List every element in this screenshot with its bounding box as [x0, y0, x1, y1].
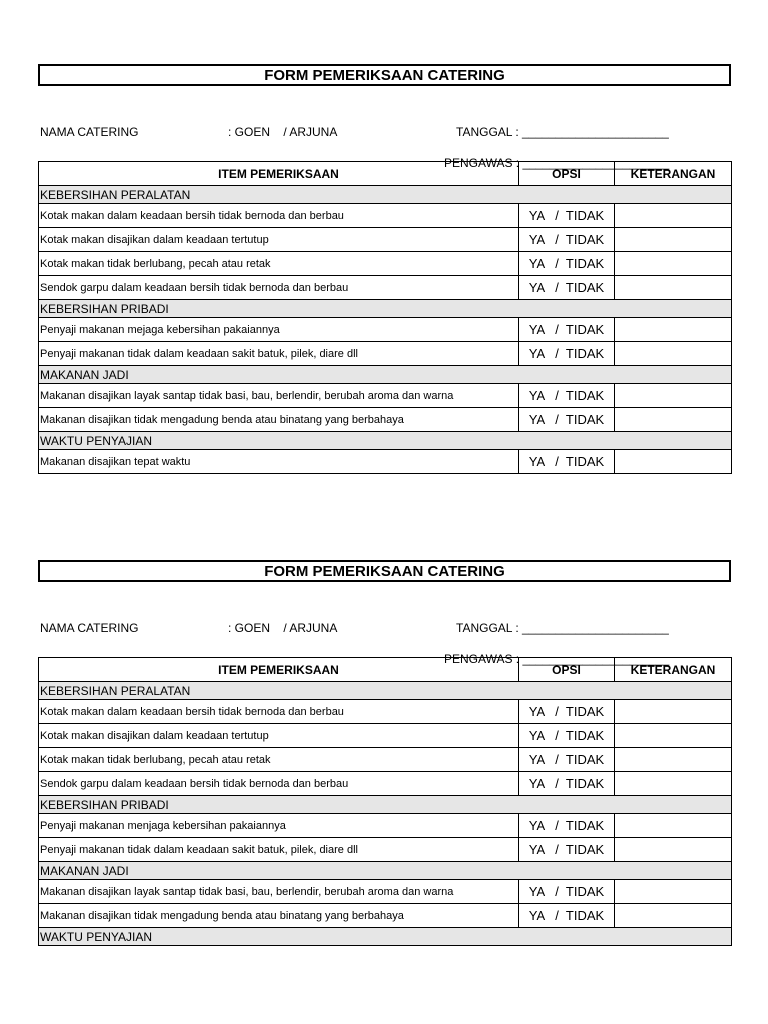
section-title: MAKANAN JADI — [39, 862, 732, 880]
form-title: FORM PEMERIKSAAN CATERING — [38, 64, 731, 86]
check-item-text: Kotak makan tidak berlubang, pecah atau retak — [39, 252, 519, 276]
inspection-form — [38, 64, 731, 474]
yes-no-option[interactable]: YA / TIDAK — [519, 228, 615, 252]
section-row — [39, 796, 732, 814]
yes-no-option[interactable]: YA / TIDAK — [519, 450, 615, 474]
section-row — [39, 366, 732, 384]
yes-no-option[interactable]: YA / TIDAK — [519, 700, 615, 724]
note-cell[interactable] — [615, 772, 732, 796]
check-item-text: Kotak makan dalam keadaan bersih tidak bernoda dan berbau — [39, 204, 519, 228]
table-row — [39, 318, 732, 342]
check-item-text: Kotak makan disajikan dalam keadaan tertutup — [39, 228, 519, 252]
inspection-form — [38, 560, 731, 946]
yes-no-option[interactable]: YA / TIDAK — [519, 276, 615, 300]
note-cell[interactable] — [615, 724, 732, 748]
section-row — [39, 682, 732, 700]
table-row — [39, 748, 732, 772]
check-item-text: Kotak makan disajikan dalam keadaan tertutup — [39, 724, 519, 748]
note-cell[interactable] — [615, 342, 732, 366]
yes-no-option[interactable]: YA / TIDAK — [519, 904, 615, 928]
note-cell[interactable] — [615, 252, 732, 276]
section-title: KEBERSIHAN PERALATAN — [39, 682, 732, 700]
inspection-table — [38, 161, 732, 474]
note-cell[interactable] — [615, 204, 732, 228]
yes-no-option[interactable]: YA / TIDAK — [519, 724, 615, 748]
check-item-text: Makanan disajikan tidak mengadung benda atau binatang yang berbahaya — [39, 408, 519, 432]
table-row — [39, 450, 732, 474]
check-item-text: Sendok garpu dalam keadaan bersih tidak bernoda dan berbau — [39, 772, 519, 796]
check-item-text: Penyaji makanan tidak dalam keadaan sakit batuk, pilek, diare dll — [39, 838, 519, 862]
supervisor-field[interactable]: PENGAWAS : ______________________ — [444, 652, 670, 666]
yes-no-option[interactable]: YA / TIDAK — [519, 318, 615, 342]
table-row — [39, 384, 732, 408]
note-cell[interactable] — [615, 838, 732, 862]
note-cell[interactable] — [615, 904, 732, 928]
section-row — [39, 432, 732, 450]
note-cell[interactable] — [615, 700, 732, 724]
note-cell[interactable] — [615, 880, 732, 904]
table-row — [39, 700, 732, 724]
yes-no-option[interactable]: YA / TIDAK — [519, 814, 615, 838]
inspection-table — [38, 657, 732, 946]
yes-no-option[interactable]: YA / TIDAK — [519, 252, 615, 276]
header-note: KETERANGAN — [615, 162, 732, 186]
yes-no-option[interactable]: YA / TIDAK — [519, 880, 615, 904]
table-row — [39, 252, 732, 276]
check-item-text: Penyaji makanan tidak dalam keadaan sakit batuk, pilek, diare dll — [39, 342, 519, 366]
form-meta — [38, 86, 731, 170]
section-title: KEBERSIHAN PRIBADI — [39, 796, 732, 814]
form-meta — [38, 582, 731, 666]
table-body — [39, 682, 732, 946]
check-item-text: Makanan disajikan tidak mengadung benda atau binatang yang berbahaya — [39, 904, 519, 928]
table-row — [39, 408, 732, 432]
form-title: FORM PEMERIKSAAN CATERING — [38, 560, 731, 582]
table-row — [39, 204, 732, 228]
catering-name-value: : GOEN / ARJUNA — [228, 125, 338, 139]
section-title: WAKTU PENYAJIAN — [39, 432, 732, 450]
date-field[interactable]: TANGGAL : ______________________ — [456, 125, 669, 139]
section-row — [39, 862, 732, 880]
table-row — [39, 838, 732, 862]
date-field[interactable]: TANGGAL : ______________________ — [456, 621, 669, 635]
section-title: KEBERSIHAN PERALATAN — [39, 186, 732, 204]
section-row — [39, 300, 732, 318]
check-item-text: Makanan disajikan layak santap tidak basi, bau, berlendir, berubah aroma dan warna — [39, 880, 519, 904]
catering-name-label: NAMA CATERING — [40, 621, 139, 635]
table-row — [39, 228, 732, 252]
note-cell[interactable] — [615, 814, 732, 838]
section-title: MAKANAN JADI — [39, 366, 732, 384]
section-row — [39, 186, 732, 204]
table-row — [39, 814, 732, 838]
yes-no-option[interactable]: YA / TIDAK — [519, 772, 615, 796]
note-cell[interactable] — [615, 748, 732, 772]
note-cell[interactable] — [615, 228, 732, 252]
catering-name-value: : GOEN / ARJUNA — [228, 621, 338, 635]
check-item-text: Sendok garpu dalam keadaan bersih tidak bernoda dan berbau — [39, 276, 519, 300]
header-option: OPSI — [519, 162, 615, 186]
yes-no-option[interactable]: YA / TIDAK — [519, 838, 615, 862]
yes-no-option[interactable]: YA / TIDAK — [519, 384, 615, 408]
header-item: ITEM PEMERIKSAAN — [39, 658, 519, 682]
yes-no-option[interactable]: YA / TIDAK — [519, 342, 615, 366]
table-row — [39, 342, 732, 366]
table-row — [39, 880, 732, 904]
header-note: KETERANGAN — [615, 658, 732, 682]
supervisor-field[interactable]: PENGAWAS : ______________________ — [444, 156, 670, 170]
section-title: KEBERSIHAN PRIBADI — [39, 300, 732, 318]
check-item-text: Kotak makan dalam keadaan bersih tidak bernoda dan berbau — [39, 700, 519, 724]
table-row — [39, 276, 732, 300]
section-row — [39, 928, 732, 946]
note-cell[interactable] — [615, 408, 732, 432]
check-item-text: Kotak makan tidak berlubang, pecah atau retak — [39, 748, 519, 772]
yes-no-option[interactable]: YA / TIDAK — [519, 748, 615, 772]
check-item-text: Penyaji makanan menjaga kebersihan pakaiannya — [39, 814, 519, 838]
table-body — [39, 186, 732, 474]
yes-no-option[interactable]: YA / TIDAK — [519, 204, 615, 228]
table-row — [39, 904, 732, 928]
note-cell[interactable] — [615, 276, 732, 300]
note-cell[interactable] — [615, 450, 732, 474]
check-item-text: Makanan disajikan layak santap tidak basi, bau, berlendir, berubah aroma dan warna — [39, 384, 519, 408]
header-item: ITEM PEMERIKSAAN — [39, 162, 519, 186]
section-title: WAKTU PENYAJIAN — [39, 928, 732, 946]
yes-no-option[interactable]: YA / TIDAK — [519, 408, 615, 432]
note-cell[interactable] — [615, 384, 732, 408]
catering-name-label: NAMA CATERING — [40, 125, 139, 139]
check-item-text: Penyaji makanan mejaga kebersihan pakaiannya — [39, 318, 519, 342]
header-option: OPSI — [519, 658, 615, 682]
table-row — [39, 724, 732, 748]
table-row — [39, 772, 732, 796]
note-cell[interactable] — [615, 318, 732, 342]
check-item-text: Makanan disajikan tepat waktu — [39, 450, 519, 474]
